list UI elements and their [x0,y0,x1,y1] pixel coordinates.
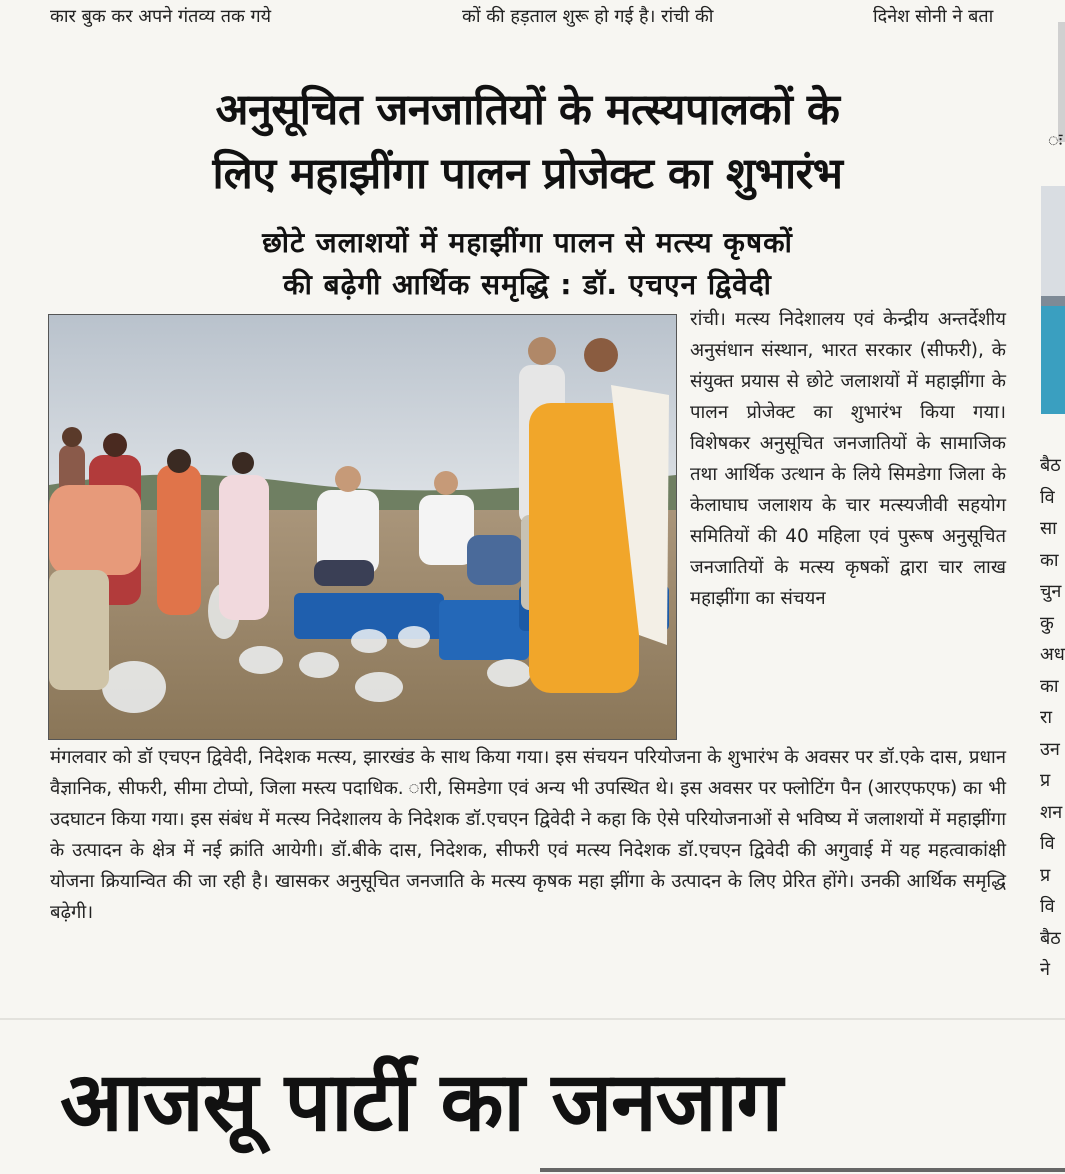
adjacent-line: उन [1040,738,1060,760]
right-column-glyph: ः [1048,130,1063,151]
next-article-headline: आजसू पार्टी का जनजाग [60,1055,782,1150]
article-body-continued: मंगलवार को डॉ एचएन द्विवेदी, निदेशक मत्स्य, झारखंड के साथ किया गया। इस संचयन परियोजना के शुभारंभ के अवसर पर डॉ.एके दास, प्रधान वैज्ञानिक, सीफरी, सीमा टोप्पो, जिला मस्त्य पदाधिक. ारी, सिमडेगा एवं अन्य भी उपस्थित थे। इस अवसर पर फ्लोटिंग पैन (आरएफएफ) का भी उदघाटन किया गया। इस संबंध में मत्स्य निदेशालय के निदेशक डॉ.एचएन द्विवेदी ने कहा कि ऐसे परियोजनाओं से भविष्य में जलाशयों में महाझींगा के उत्पादन के क्षेत्र में नई क्रांति आयेगी। डॉ.बीके दास, निदेशक, सीफरी एवं मत्स्य निदेशक डॉ.एचएन द्विवेदी की अगुवाई में यह महत्वाकांक्षी योजना क्रियान्वित की जा रही है। खासकर अनुसूचित जनजाति के मत्स्य कृषक महा झींगा के उत्पादन के लिए प्रेरित होंगे। उनकी आर्थिक समृद्धि बढ़ेगी। [50,747,1006,923]
adjacent-line: प्र [1040,864,1051,886]
subhead-line-2: की बढ़ेगी आर्थिक समृद्धि : डॉ. एचएन द्विवेदी [283,268,772,301]
headline-line-1: अनुसूचित जनजातियों के मत्स्यपालकों के [215,85,840,135]
previous-article-strip [0,0,1065,36]
adjacent-line: का [1040,675,1059,697]
article-subheadline [60,222,995,306]
article-body-column: रांची। मत्स्य निदेशालय एवं केन्द्रीय अन्तर्देशीय अनुसंधान संस्थान, भारत सरकार (सीफरी), के संयुक्त प्रयास से छोटे जलाशयों में महाझींगा के पालन प्रोजेक्ट का शुभारंभ किया गया। विशेषकर अनुसूचित जनजातियों के सामाजिक तथा आर्थिक उत्थान के लिये सिमडेगा जिला के केलाघाघ जलाशय के चार मत्स्यजीवी सहयोग समितियों की 40 महिला एवं पुरूष अनुसूचित जनजातियों के मत्स्य कृषकों द्वारा चार लाख महाझींगा का संचयन [690,309,1006,609]
adjacent-line: ने [1040,959,1050,980]
adjacent-article-photo [1041,186,1065,414]
strip-text-col2: कों की हड़ताल शुरू हो गई है। रांची की [462,6,714,27]
adjacent-line: वि [1040,833,1055,854]
adjacent-line: रा [1040,707,1053,728]
adjacent-line: चुन [1040,581,1062,602]
adjacent-line: अध [1040,644,1065,665]
adjacent-line: बैठ [1040,455,1061,476]
adjacent-line: सा [1040,518,1057,539]
article-headline [40,78,1015,206]
adjacent-line: का [1040,549,1059,571]
adjacent-line: बैठ [1040,927,1061,949]
page-edge-shadow [1058,22,1065,142]
adjacent-article-column [1040,450,1065,986]
subhead-line-1: छोटे जलाशयों में महाझींगा पालन से मत्स्य कृषकों [262,226,793,259]
adjacent-photo-background [1041,186,1065,296]
adjacent-line: शन [1040,801,1063,823]
adjacent-line: वि [1040,486,1055,508]
section-divider [0,1018,1065,1020]
adjacent-line: प्र [1040,770,1051,791]
bottom-rule [540,1168,1065,1172]
headline-line-2: लिए महाझींगा पालन प्रोजेक्ट का शुभारंभ [212,149,843,199]
strip-text-col3: दिनेश सोनी ने बता [873,6,994,27]
photo-illustration [49,315,676,739]
adjacent-line: कु [1040,612,1054,634]
strip-text-col1: कार बुक कर अपने गंतव्य तक गये [50,6,272,27]
article-photo [48,314,677,740]
adjacent-line: वि [1040,896,1055,917]
adjacent-photo-figure [1041,306,1065,414]
